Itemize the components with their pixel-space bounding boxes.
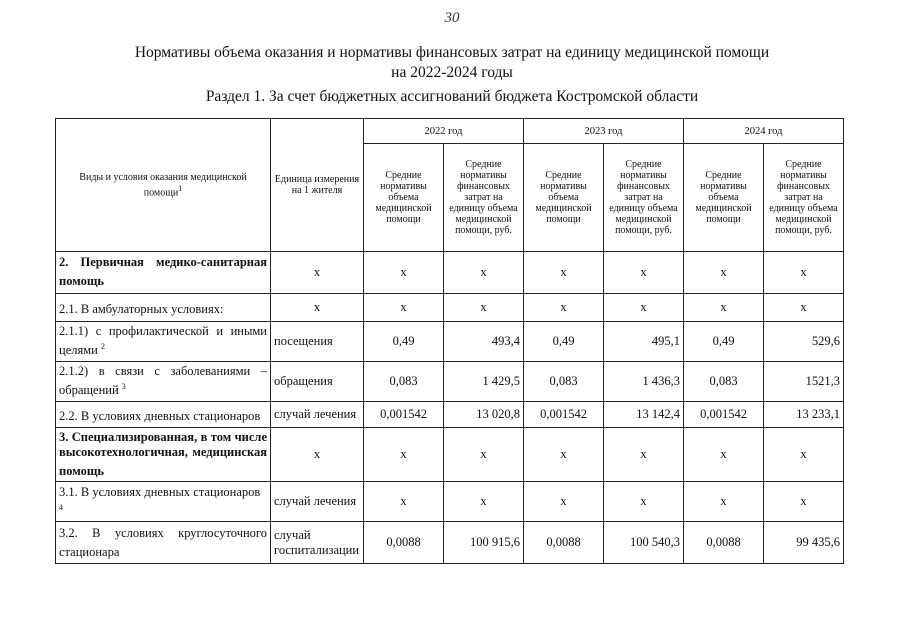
cell-value: 0,49 <box>524 322 604 362</box>
cell-value: х <box>764 428 844 482</box>
cell-value: 13 020,8 <box>444 402 524 428</box>
cell-value: 0,0088 <box>684 522 764 564</box>
row-unit: случай госпитализации <box>271 522 364 564</box>
cell-value: 100 540,3 <box>604 522 684 564</box>
cell-value: х <box>764 482 844 522</box>
norms-table <box>55 118 844 564</box>
cell-value: 0,0088 <box>524 522 604 564</box>
header-volume: Средние нормативы объема медицинской помощи <box>364 144 444 252</box>
cell-value: х <box>604 294 684 322</box>
row-label: 2.1. В амбулаторных условиях: <box>56 294 271 322</box>
header-year-2024: 2024 год <box>684 119 844 144</box>
cell-value: х <box>764 294 844 322</box>
row-unit: х <box>271 428 364 482</box>
cell-value: 493,4 <box>444 322 524 362</box>
cell-value: х <box>364 252 444 294</box>
cell-value: 100 915,6 <box>444 522 524 564</box>
header-cost: Средние нормативы финансовых затрат на единицу объема медицинской помощи, руб. <box>764 144 844 252</box>
table-row <box>56 522 844 564</box>
header-kinds-footnote: 1 <box>178 183 183 193</box>
cell-value: х <box>444 482 524 522</box>
cell-value: х <box>524 294 604 322</box>
cell-value: х <box>604 482 684 522</box>
cell-value: х <box>364 482 444 522</box>
cell-value: 0,49 <box>684 322 764 362</box>
cell-value: 0,0088 <box>364 522 444 564</box>
row-unit: х <box>271 294 364 322</box>
header-row-years <box>56 119 844 144</box>
row-unit: случай лечения <box>271 482 364 522</box>
table-row <box>56 322 844 362</box>
cell-value: 0,001542 <box>684 402 764 428</box>
cell-value: х <box>444 294 524 322</box>
row-label: 2.2. В условиях дневных стационаров <box>56 402 271 428</box>
table-row <box>56 252 844 294</box>
cell-value: х <box>684 252 764 294</box>
row-label: 2. Первичная медико-санитарная помощь <box>56 252 271 294</box>
header-year-2023: 2023 год <box>524 119 684 144</box>
title-line-2: на 2022-2024 годы <box>391 64 513 81</box>
row-unit: обращения <box>271 362 364 402</box>
header-unit-label: Единица измерения на 1 жителя <box>274 174 360 196</box>
cell-value: 99 435,6 <box>764 522 844 564</box>
row-label: 3.2. В условиях круглосуточного стационара <box>56 522 271 564</box>
table-row <box>56 428 844 482</box>
cell-value: 1 429,5 <box>444 362 524 402</box>
cell-value: 0,001542 <box>524 402 604 428</box>
cell-value: 1521,3 <box>764 362 844 402</box>
table-row <box>56 362 844 402</box>
cell-value: х <box>684 482 764 522</box>
row-unit: случай лечения <box>271 402 364 428</box>
cell-value: 0,083 <box>364 362 444 402</box>
cell-value: х <box>604 252 684 294</box>
cell-value: х <box>444 428 524 482</box>
header-cost: Средние нормативы финансовых затрат на единицу объема медицинской помощи, руб. <box>444 144 524 252</box>
cell-value: х <box>364 294 444 322</box>
cell-value: х <box>684 428 764 482</box>
cell-value: х <box>524 252 604 294</box>
document-title <box>0 43 904 83</box>
header-volume: Средние нормативы объема медицинской помощи <box>684 144 764 252</box>
cell-value: х <box>364 428 444 482</box>
header-unit <box>271 119 364 252</box>
cell-value: х <box>764 252 844 294</box>
table-row <box>56 402 844 428</box>
header-volume: Средние нормативы объема медицинской помощи <box>524 144 604 252</box>
cell-value: 0,001542 <box>364 402 444 428</box>
title-line-1: Нормативы объема оказания и нормативы финансовых затрат на единицу медицинской помощи <box>134 44 770 61</box>
row-unit: х <box>271 252 364 294</box>
header-kinds-label: Виды и условия оказания медицинской помощи <box>79 171 247 199</box>
cell-value: х <box>524 428 604 482</box>
cell-value: 0,083 <box>524 362 604 402</box>
cell-value: х <box>444 252 524 294</box>
cell-value: 13 142,4 <box>604 402 684 428</box>
row-label: 3. Специализированная, в том числе высокотехнологичная, медицинская помощь <box>56 428 271 482</box>
table-row <box>56 294 844 322</box>
cell-value: 495,1 <box>604 322 684 362</box>
section-heading: Раздел 1. За счет бюджетных ассигнований бюджета Костромской области <box>205 88 699 105</box>
header-kinds <box>56 119 271 252</box>
cell-value: 13 233,1 <box>764 402 844 428</box>
cell-value: х <box>684 294 764 322</box>
header-cost: Средние нормативы финансовых затрат на единицу объема медицинской помощи, руб. <box>604 144 684 252</box>
cell-value: 529,6 <box>764 322 844 362</box>
row-unit: посещения <box>271 322 364 362</box>
cell-value: х <box>524 482 604 522</box>
cell-value: 0,49 <box>364 322 444 362</box>
cell-value: х <box>604 428 684 482</box>
row-label: 3.1. В условиях дневных стационаров $^4$ <box>56 482 271 522</box>
page-number: 30 <box>444 10 460 26</box>
row-label: 2.1.1) с профилактической и иными целями $^2$ <box>56 322 271 362</box>
cell-value: 0,083 <box>684 362 764 402</box>
cell-value: 1 436,3 <box>604 362 684 402</box>
header-year-2022: 2022 год <box>364 119 524 144</box>
table-row <box>56 482 844 522</box>
row-label: 2.1.2) в связи с заболеваниями – обращений $^3$ <box>56 362 271 402</box>
